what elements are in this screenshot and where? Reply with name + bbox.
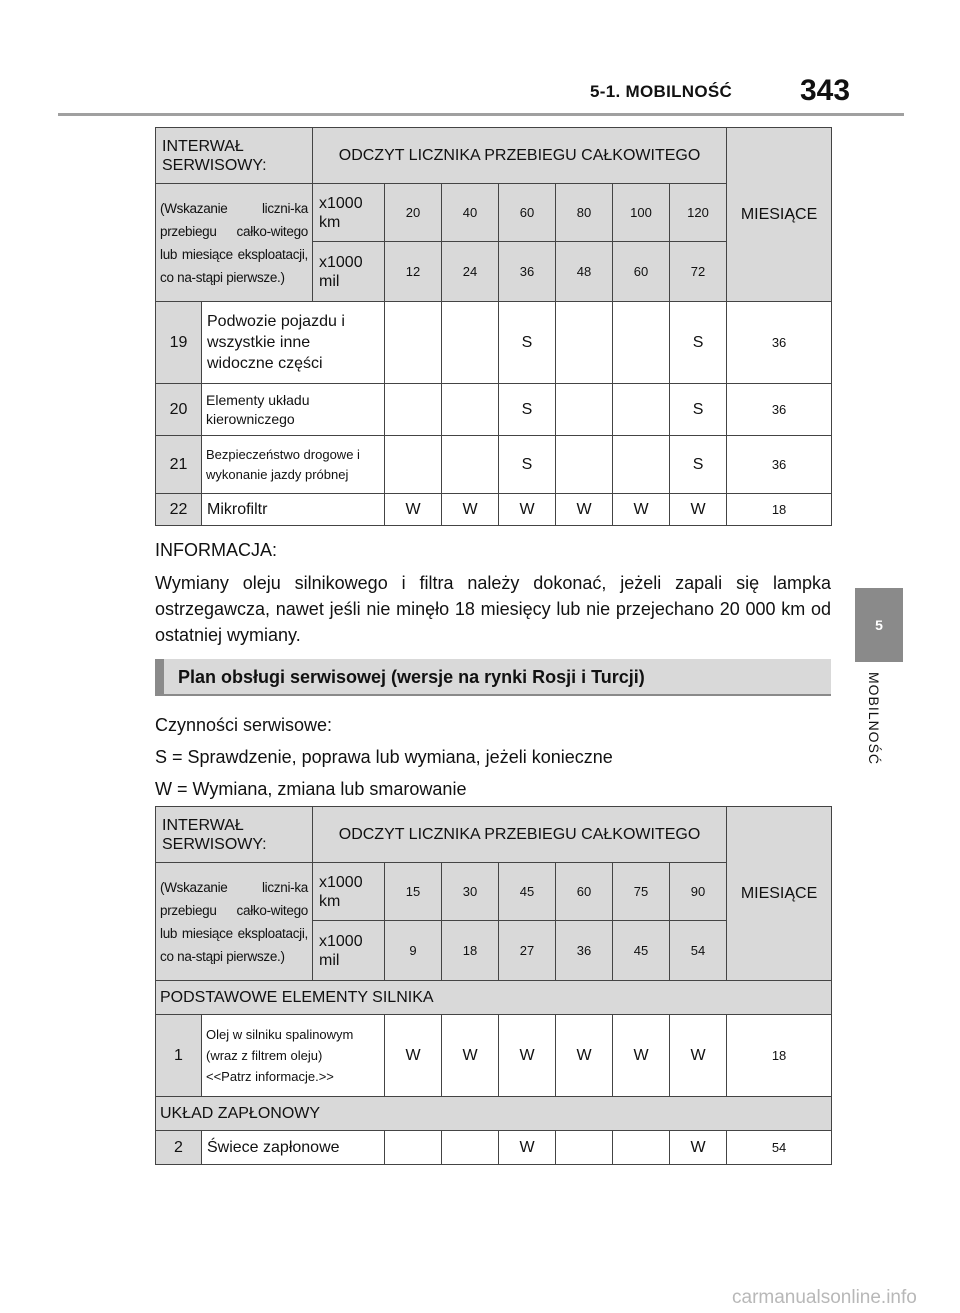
check-cell: S: [670, 302, 727, 384]
service-table-2: [155, 806, 832, 1165]
mil-value: 9: [385, 921, 442, 981]
info-title: INFORMACJA:: [155, 540, 278, 560]
watermark: carmanualsonline.info: [732, 1287, 917, 1308]
item-number: 22: [156, 494, 202, 526]
check-cell: W: [670, 1131, 727, 1165]
item-number: 20: [156, 384, 202, 436]
mil-value: 45: [613, 921, 670, 981]
check-cell: [442, 436, 499, 494]
km-value: 80: [556, 184, 613, 242]
check-cell: [385, 302, 442, 384]
item-name-line: <<Patrz informacje.>>: [206, 1069, 334, 1084]
interval-note: (Wskazanie liczni-ka przebiegu całko-witego lub miesiące eksploatacji, co na-stąpi pierwsze.): [156, 184, 313, 302]
section-heading: [155, 659, 831, 696]
check-cell: [613, 436, 670, 494]
months-value: 54: [727, 1131, 832, 1165]
check-cell: [385, 1131, 442, 1165]
chapter-tab[interactable]: 5: [855, 588, 903, 662]
months-value: 18: [727, 1015, 832, 1097]
legend-w: W = Wymiana, zmiana lub smarowanie: [155, 779, 467, 799]
check-cell: W: [670, 1015, 727, 1097]
mil-value: 27: [499, 921, 556, 981]
check-cell: W: [556, 494, 613, 526]
months-header: MIESIĄCE: [727, 128, 832, 302]
item-name: Mikrofiltr: [202, 494, 385, 526]
check-cell: [385, 384, 442, 436]
unit-km: x1000 km: [313, 863, 385, 921]
mil-value: 24: [442, 242, 499, 302]
operations-title: Czynności serwisowe:: [155, 715, 333, 735]
item-name: Elementy układu kierowniczego: [202, 384, 385, 436]
km-value: 15: [385, 863, 442, 921]
months-header: MIESIĄCE: [727, 807, 832, 981]
item-number: 19: [156, 302, 202, 384]
section-title: Plan obsługi serwisowej (wersje na rynki Rosji i Turcji): [178, 667, 645, 687]
check-cell: W: [499, 1015, 556, 1097]
table-row: [156, 384, 832, 436]
check-cell: [556, 384, 613, 436]
km-value: 40: [442, 184, 499, 242]
check-cell: [556, 302, 613, 384]
km-value: 90: [670, 863, 727, 921]
info-text: Wymiany oleju silnikowego i filtra należy dokonać, jeżeli zapali się lampka ostrzegawcza, nawet jeśli nie minęło 18 miesięcy lub nie przejechano 20 000 km od ostatniej wymiany.: [155, 573, 831, 645]
check-cell: W: [442, 1015, 499, 1097]
km-value: 30: [442, 863, 499, 921]
header-rule: [58, 113, 904, 116]
table-row: [156, 436, 832, 494]
section-underline: [155, 694, 831, 696]
check-cell: S: [670, 436, 727, 494]
check-cell: W: [499, 1131, 556, 1165]
legend-s: S = Sprawdzenie, poprawa lub wymiana, jeżeli konieczne: [155, 747, 613, 767]
item-name: Świece zapłonowe: [202, 1131, 385, 1165]
table-row: [156, 494, 832, 526]
check-cell: S: [670, 384, 727, 436]
item-name: [202, 1015, 385, 1097]
operations-legend: [155, 709, 613, 805]
months-value: 36: [727, 436, 832, 494]
interval-note: (Wskazanie liczni-ka przebiegu całko-witego lub miesiące eksploatacji, co na-stąpi pierwsze.): [156, 863, 313, 981]
check-cell: S: [499, 302, 556, 384]
interval-header: INTERWAŁ SERWISOWY:: [156, 807, 313, 863]
check-cell: [442, 1131, 499, 1165]
check-cell: [613, 1131, 670, 1165]
mil-value: 36: [499, 242, 556, 302]
check-cell: W: [613, 494, 670, 526]
item-name: Bezpieczeństwo drogowe i wykonanie jazdy próbnej: [202, 436, 385, 494]
unit-km: x1000 km: [313, 184, 385, 242]
check-cell: W: [613, 1015, 670, 1097]
mil-value: 60: [613, 242, 670, 302]
check-cell: [556, 1131, 613, 1165]
unit-mil: x1000 mil: [313, 921, 385, 981]
item-number: 1: [156, 1015, 202, 1097]
item-name-line: (wraz z filtrem oleju): [206, 1048, 323, 1063]
check-cell: W: [556, 1015, 613, 1097]
check-cell: W: [385, 1015, 442, 1097]
chapter-label: MOBILNOŚĆ: [866, 672, 882, 766]
km-value: 60: [556, 863, 613, 921]
km-value: 20: [385, 184, 442, 242]
mil-value: 18: [442, 921, 499, 981]
months-value: 18: [727, 494, 832, 526]
mil-value: 12: [385, 242, 442, 302]
check-cell: [556, 436, 613, 494]
check-cell: S: [499, 384, 556, 436]
check-cell: [442, 384, 499, 436]
check-cell: [442, 302, 499, 384]
item-name-line: Olej w silniku spalinowym: [206, 1027, 354, 1042]
months-value: 36: [727, 302, 832, 384]
mil-value: 72: [670, 242, 727, 302]
check-cell: S: [499, 436, 556, 494]
unit-mil: x1000 mil: [313, 242, 385, 302]
section-header: 5-1. MOBILNOŚĆ: [590, 82, 733, 101]
check-cell: W: [385, 494, 442, 526]
item-name: Podwozie pojazdu i wszystkie inne widoczne części: [202, 302, 385, 384]
mil-value: 36: [556, 921, 613, 981]
service-table-1: [155, 127, 832, 526]
odometer-header: ODCZYT LICZNIKA PRZEBIEGU CAŁKOWITEGO: [313, 128, 727, 184]
table-row: [156, 302, 832, 384]
check-cell: [613, 302, 670, 384]
km-value: 60: [499, 184, 556, 242]
odometer-header: ODCZYT LICZNIKA PRZEBIEGU CAŁKOWITEGO: [313, 807, 727, 863]
check-cell: W: [499, 494, 556, 526]
km-value: 75: [613, 863, 670, 921]
check-cell: [613, 384, 670, 436]
months-value: 36: [727, 384, 832, 436]
table-row: [156, 1015, 832, 1097]
item-number: 21: [156, 436, 202, 494]
group-header: PODSTAWOWE ELEMENTY SILNIKA: [156, 981, 832, 1015]
km-value: 100: [613, 184, 670, 242]
mil-value: 48: [556, 242, 613, 302]
km-value: 120: [670, 184, 727, 242]
check-cell: W: [442, 494, 499, 526]
check-cell: W: [670, 494, 727, 526]
km-value: 45: [499, 863, 556, 921]
check-cell: [385, 436, 442, 494]
page-number: 343: [800, 74, 851, 107]
table-row: [156, 1131, 832, 1165]
mil-value: 54: [670, 921, 727, 981]
interval-header: INTERWAŁ SERWISOWY:: [156, 128, 313, 184]
item-number: 2: [156, 1131, 202, 1165]
group-header: UKŁAD ZAPŁONOWY: [156, 1097, 832, 1131]
